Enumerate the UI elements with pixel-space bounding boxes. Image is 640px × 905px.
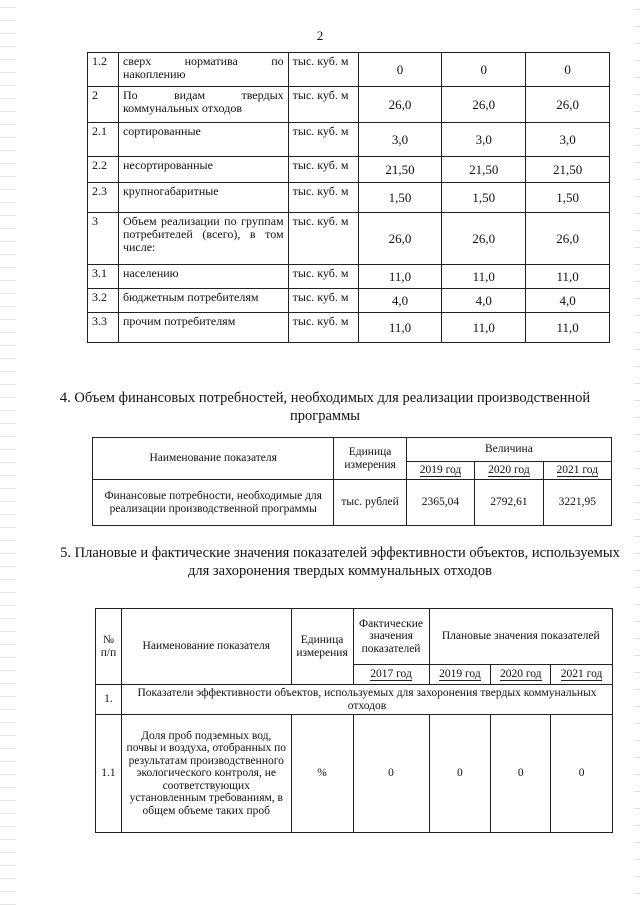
header-plan: Плановые значения показателей — [429, 609, 613, 665]
header-year-2020: 2020 год — [488, 464, 530, 476]
financial-needs-table — [92, 437, 612, 526]
group-num: 1. — [96, 685, 122, 715]
row-value-2019: 4,0 — [358, 289, 442, 313]
row-value-2021: 11,0 — [526, 313, 610, 343]
row-num: 2.3 — [88, 183, 119, 213]
table-row — [88, 265, 610, 289]
group-text: Показатели эффективности объектов, используемых для захоронения твердых коммунальных отходов — [121, 685, 612, 715]
row-value-2020: 26,0 — [442, 213, 526, 265]
row-value-2021: 0 — [526, 53, 610, 87]
header-fact: Фактические значения показателей — [353, 609, 429, 665]
row-num: 3.2 — [88, 289, 119, 313]
row-value-2019: 3,0 — [358, 123, 442, 157]
row-value-2020: 0 — [491, 715, 551, 833]
header-num: № п/п — [96, 609, 122, 685]
volumes-table — [87, 52, 610, 343]
row-num: 3.1 — [88, 265, 119, 289]
header-year-2021: 2021 год — [560, 668, 603, 681]
row-name: По видам твердых коммунальных отходов — [118, 87, 288, 123]
section-4-title: 4. Объем финансовых потребностей, необходимых для реализации производственной программы — [59, 390, 591, 424]
row-unit: тыс. куб. м — [288, 183, 358, 213]
row-value-2020: 0 — [442, 53, 526, 87]
row-unit: тыс. куб. м — [288, 123, 358, 157]
row-value-2019: 1,50 — [358, 183, 442, 213]
row-value-2020: 11,0 — [442, 265, 526, 289]
row-num: 2 — [88, 87, 119, 123]
row-fact: 0 — [353, 715, 429, 833]
table-row — [88, 313, 610, 343]
row-unit: % — [291, 715, 353, 833]
row-value-2019: 11,0 — [358, 313, 442, 343]
row-value-2020: 3,0 — [442, 123, 526, 157]
row-num: 2.1 — [88, 123, 119, 157]
row-name: сверх норматива по накоплению — [118, 53, 288, 87]
row-unit: тыс. куб. м — [288, 157, 358, 183]
row-name: бюджетным потребителям — [118, 289, 288, 313]
header-unit: Единица измерения — [291, 609, 353, 685]
row-name: сортированные — [118, 123, 288, 157]
table-row — [88, 213, 610, 265]
row-num: 1.1 — [96, 715, 122, 833]
row-value-2020: 1,50 — [442, 183, 526, 213]
header-value: Величина — [406, 438, 611, 462]
row-value-2019: 26,0 — [358, 213, 442, 265]
row-unit: тыс. рублей — [334, 480, 406, 526]
row-value-2021: 26,0 — [526, 213, 610, 265]
row-name: Финансовые потребности, необходимые для реализации производственной программы — [93, 480, 334, 526]
table-row — [88, 53, 610, 87]
row-value-2021: 3221,95 — [543, 480, 611, 526]
row-name: Доля проб подземных вод, почвы и воздуха, отобранных по результатам производственного экологического контроля, не соответствующих установленным требованиям, в общем объеме таких проб — [121, 715, 291, 833]
table-row — [88, 183, 610, 213]
row-unit: тыс. куб. м — [288, 289, 358, 313]
header-year-2020: 2020 год — [499, 668, 542, 681]
row-num: 1.2 — [88, 53, 119, 87]
row-value-2021: 26,0 — [526, 87, 610, 123]
row-value-2020: 21,50 — [442, 157, 526, 183]
efficiency-table — [95, 608, 613, 833]
row-value-2021: 4,0 — [526, 289, 610, 313]
header-year-2019: 2019 год — [439, 668, 481, 681]
row-value-2019: 26,0 — [358, 87, 442, 123]
table-row — [88, 157, 610, 183]
row-name: прочим потребителям — [118, 313, 288, 343]
scan-edge-right — [634, 0, 640, 905]
header-unit: Единица измерения — [334, 438, 406, 480]
row-name: Объем реализации по группам потребителей (всего), в том числе: — [118, 213, 288, 265]
row-value-2021: 21,50 — [526, 157, 610, 183]
row-value-2021: 0 — [551, 715, 613, 833]
row-num: 2.2 — [88, 157, 119, 183]
header-year-2019: 2019 год — [419, 464, 462, 476]
row-unit: тыс. куб. м — [288, 87, 358, 123]
table-row — [88, 123, 610, 157]
row-value-2019: 21,50 — [358, 157, 442, 183]
row-value-2019: 0 — [358, 53, 442, 87]
scan-edge-left — [0, 0, 16, 905]
row-name: несортированные — [118, 157, 288, 183]
row-name: населению — [118, 265, 288, 289]
row-value-2021: 11,0 — [526, 265, 610, 289]
row-unit: тыс. куб. м — [288, 313, 358, 343]
row-value-2021: 3,0 — [526, 123, 610, 157]
row-value-2020: 2792,61 — [475, 480, 543, 526]
row-value-2020: 4,0 — [442, 289, 526, 313]
row-value-2020: 11,0 — [442, 313, 526, 343]
row-unit: тыс. куб. м — [288, 213, 358, 265]
table-row — [88, 289, 610, 313]
table-row — [88, 87, 610, 123]
header-name: Наименование показателя — [93, 438, 334, 480]
row-value-2019: 11,0 — [358, 265, 442, 289]
row-unit: тыс. куб. м — [288, 53, 358, 87]
row-value-2021: 1,50 — [526, 183, 610, 213]
row-value-2019: 2365,04 — [406, 480, 474, 526]
row-num: 3.3 — [88, 313, 119, 343]
page-number: 2 — [316, 28, 324, 43]
row-num: 3 — [88, 213, 119, 265]
row-value-2019: 0 — [429, 715, 491, 833]
section-5-title: 5. Плановые и фактические значения показателей эффективности объектов, используемых для захоронения твердых коммунальных отходов — [60, 545, 620, 579]
row-name: крупногабаритные — [118, 183, 288, 213]
row-unit: тыс. куб. м — [288, 265, 358, 289]
header-year-2021: 2021 год — [556, 464, 599, 476]
header-year-2017: 2017 год — [370, 668, 412, 681]
header-name: Наименование показателя — [121, 609, 291, 685]
row-value-2020: 26,0 — [442, 87, 526, 123]
